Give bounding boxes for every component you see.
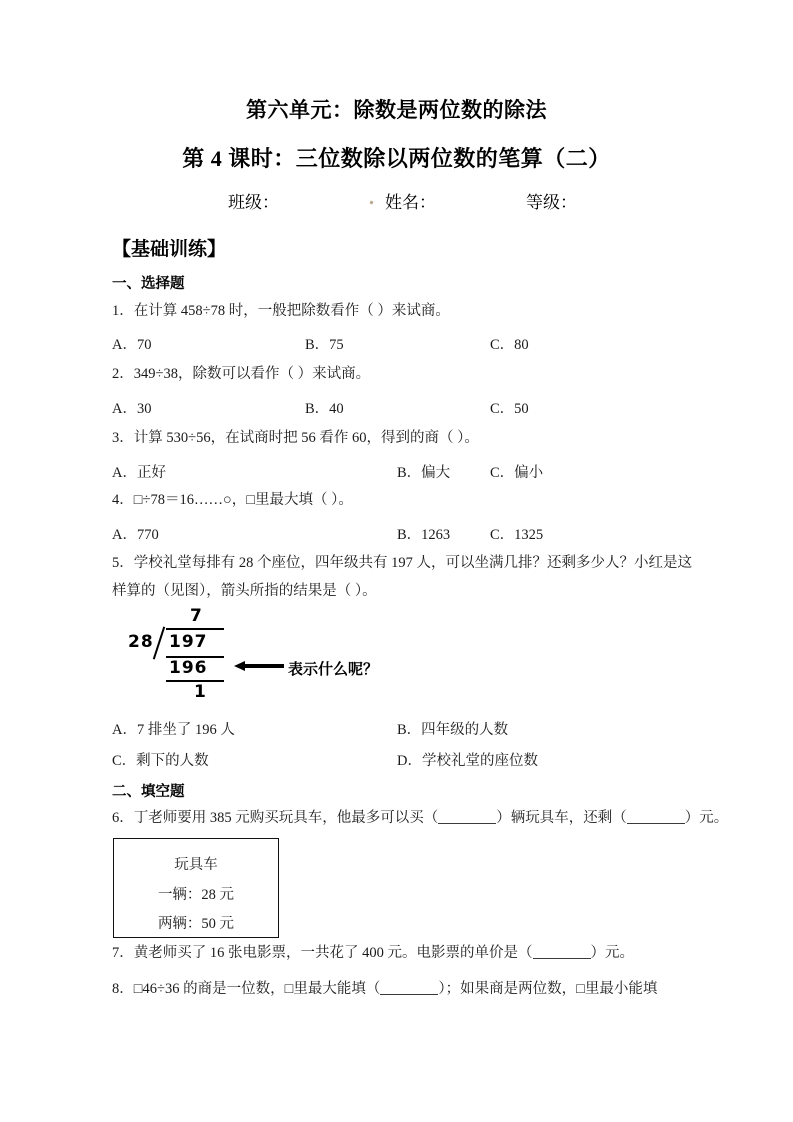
option-c[interactable]: C．偏小 bbox=[490, 465, 544, 481]
left-arrow-icon bbox=[234, 659, 284, 673]
question-6-text-part2: ）辆玩具车，还剩（ bbox=[496, 810, 627, 826]
option-c[interactable]: C．50 bbox=[490, 401, 529, 417]
question-1-options bbox=[112, 333, 712, 353]
question-6-text-part1: 6．丁老师要用 385 元购买玩具车，他最多可以买（ bbox=[112, 810, 439, 826]
question-4-stem: 4．□÷78＝16……○，□里最大填（ ）。 bbox=[112, 492, 353, 508]
division-remainder: 1 bbox=[194, 682, 207, 702]
heading-section-choice: 一、选择题 bbox=[112, 276, 185, 292]
toy-car-price-box bbox=[113, 838, 279, 938]
grade-field-label: 等级： bbox=[526, 193, 577, 212]
division-partial-product: 196 bbox=[169, 658, 208, 678]
question-5-options-row2 bbox=[112, 749, 712, 769]
question-6-stem bbox=[112, 810, 728, 827]
question-6-text-part3: ）元。 bbox=[684, 810, 729, 826]
question-7-text-part1: 7．黄老师买了 16 张电影票，一共花了 400 元。电影票的单价是（ bbox=[112, 945, 533, 961]
question-6-blank-1[interactable] bbox=[438, 823, 496, 824]
option-b[interactable]: B．1263 bbox=[397, 527, 451, 543]
class-field-label: 班级： bbox=[228, 193, 279, 212]
question-2-stem: 2．349÷38，除数可以看作（ ）来试商。 bbox=[112, 366, 371, 382]
option-c[interactable]: C．1325 bbox=[490, 527, 544, 543]
name-field-label: 姓名： bbox=[385, 193, 436, 212]
question-6-blank-2[interactable] bbox=[627, 823, 685, 824]
question-2-options bbox=[112, 397, 712, 417]
long-division-figure bbox=[128, 606, 378, 702]
scan-artifact-speck bbox=[370, 201, 374, 205]
option-a[interactable]: A．70 bbox=[112, 337, 152, 353]
option-a[interactable]: A．正好 bbox=[112, 465, 166, 481]
question-5-stem-line2: 样算的（见图），箭头所指的结果是（ ）。 bbox=[112, 583, 377, 599]
option-b[interactable]: B．偏大 bbox=[397, 465, 451, 481]
question-8-blank-1[interactable] bbox=[380, 994, 438, 995]
option-d[interactable]: D．学校礼堂的座位数 bbox=[397, 753, 538, 769]
heading-basic-training: 【基础训练】 bbox=[112, 239, 227, 260]
option-c[interactable]: C．剩下的人数 bbox=[112, 753, 209, 769]
option-b[interactable]: B．75 bbox=[305, 337, 344, 353]
option-b[interactable]: B．四年级的人数 bbox=[397, 722, 509, 738]
question-5-stem-line1: 5．学校礼堂每排有 28 个座位，四年级共有 197 人，可以坐满几排？还剩多少人？小红是这 bbox=[112, 555, 692, 571]
division-quotient: 7 bbox=[190, 606, 203, 626]
price-box-row-two-cars: 两辆：50 元 bbox=[157, 916, 235, 932]
question-1-stem: 1．在计算 458÷78 时，一般把除数看作（ ）来试商。 bbox=[112, 303, 450, 319]
question-7-text-part2: ）元。 bbox=[590, 945, 634, 961]
page-title-lesson: 第 4 课时：三位数除以两位数的笔算（二） bbox=[182, 146, 611, 171]
price-box-title: 玩具车 bbox=[174, 857, 218, 873]
question-4-options bbox=[112, 523, 712, 543]
question-8-text-part2: ）；如果商是两位数，□里最小能填 bbox=[438, 981, 658, 997]
page-title-unit: 第六单元：除数是两位数的除法 bbox=[246, 98, 547, 122]
option-a[interactable]: A．30 bbox=[112, 401, 152, 417]
question-8-text-part1: 8．□46÷36 的商是一位数，□里最大能填（ bbox=[112, 981, 381, 997]
heading-section-fill: 二、填空题 bbox=[112, 784, 185, 800]
division-dividend: 197 bbox=[169, 632, 208, 652]
question-3-stem: 3．计算 530÷56，在试商时把 56 看作 60，得到的商（ ）。 bbox=[112, 430, 479, 446]
question-7-blank-1[interactable] bbox=[533, 958, 591, 959]
price-box-row-one-car: 一辆：28 元 bbox=[157, 887, 235, 903]
option-c[interactable]: C．80 bbox=[490, 337, 529, 353]
option-a[interactable]: A．7 排坐了 196 人 bbox=[112, 722, 235, 738]
option-b[interactable]: B．40 bbox=[305, 401, 344, 417]
question-8-stem bbox=[112, 981, 657, 998]
question-5-options-row1 bbox=[112, 718, 712, 738]
division-annotation-label: 表示什么呢？ bbox=[288, 660, 379, 678]
division-vinculum-bar bbox=[166, 628, 224, 630]
question-3-options bbox=[112, 461, 712, 481]
question-7-stem bbox=[112, 945, 634, 962]
option-a[interactable]: A．770 bbox=[112, 527, 159, 543]
division-bracket-slash bbox=[153, 627, 165, 660]
division-divisor: 28 bbox=[128, 632, 154, 652]
